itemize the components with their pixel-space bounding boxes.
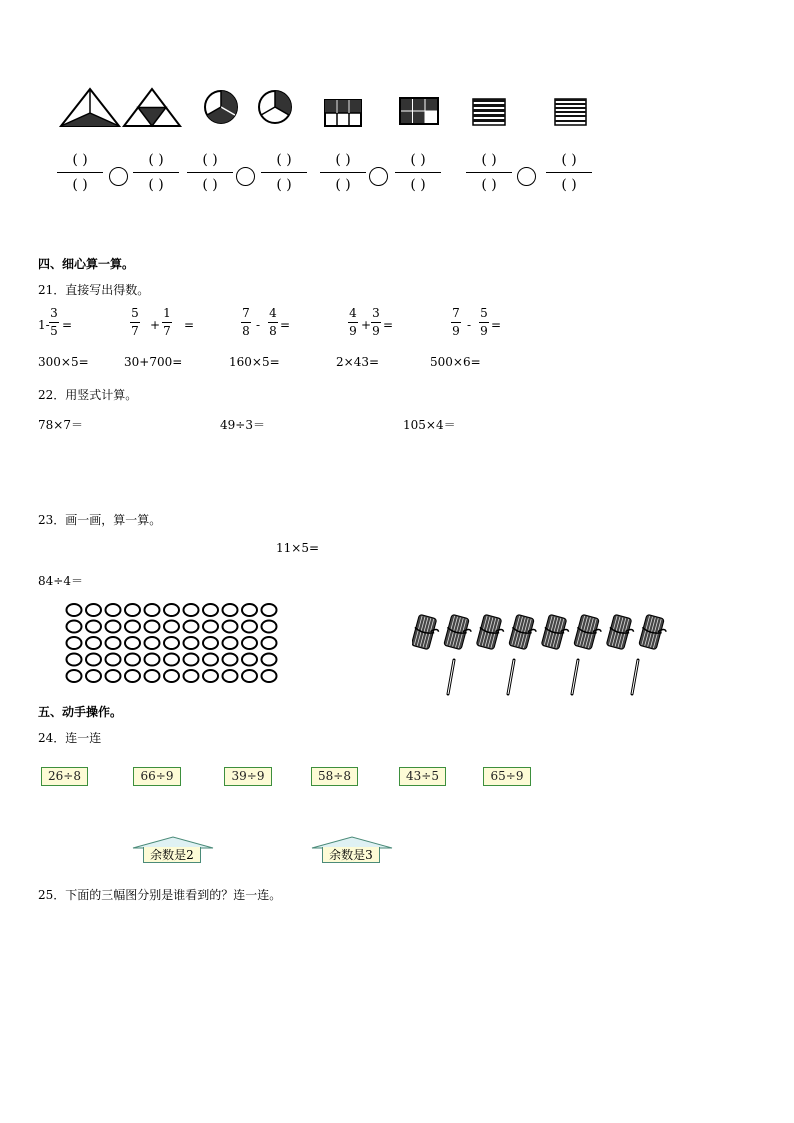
remainder-house-2[interactable] [131, 836, 215, 864]
blank-fraction-2[interactable]: ( ) ( ) [133, 152, 179, 194]
triangle-shape-2 [124, 89, 180, 126]
fraction-7-8: 7 8 [242, 306, 250, 338]
oval-mark [67, 654, 82, 666]
stick-bundle-icon [443, 614, 474, 651]
oval-mark [242, 670, 257, 682]
q25-title: 25．下面的三幅图分别是谁看到的？连一连。 [38, 888, 282, 902]
stick-bundle-icon [605, 614, 636, 651]
division-card[interactable]: 65÷9 [483, 767, 531, 786]
oval-mark [164, 604, 179, 616]
q23-expr-b: 84÷4＝ [38, 574, 83, 588]
q22-expr: 49÷3＝ [220, 418, 265, 432]
oval-mark [86, 670, 101, 682]
q21-row2-expr: 160×5= [229, 355, 280, 369]
blank-fraction-3[interactable]: ( ) ( ) [187, 152, 233, 194]
oval-mark [242, 621, 257, 633]
stick-bundle-icon [412, 614, 442, 651]
oval-mark [262, 637, 277, 649]
fraction-3-9: 3 9 [372, 306, 380, 338]
oval-mark [67, 637, 82, 649]
q22-expr: 78×7＝ [38, 418, 83, 432]
q21-expr-1-prefix: 1- [38, 318, 50, 332]
section4-heading: 四、细心算一算。 [38, 257, 135, 271]
oval-mark [184, 670, 199, 682]
oval-mark [242, 637, 257, 649]
circle-shape-2 [259, 91, 291, 123]
grid-shape-1 [325, 100, 361, 126]
compare-circle-3[interactable] [369, 167, 388, 186]
stick-bundle-icon [540, 614, 571, 651]
section5-heading: 五、动手操作。 [38, 705, 123, 719]
division-card[interactable]: 58÷8 [311, 767, 358, 786]
oval-mark [262, 621, 277, 633]
oval-mark [86, 604, 101, 616]
blank-fraction-8[interactable]: ( ) ( ) [546, 152, 592, 194]
oval-mark [262, 654, 277, 666]
fraction-4-9: 4 9 [349, 306, 357, 338]
oval-mark [203, 670, 218, 682]
minus-sign: - [256, 318, 261, 332]
oval-mark [86, 654, 101, 666]
fraction-shapes [55, 84, 615, 134]
q21-row2-expr: 2×43= [336, 355, 380, 369]
oval-mark [106, 604, 121, 616]
stick-bundle-icon [508, 614, 539, 651]
striped-shape-1 [473, 99, 505, 125]
fraction-3-5: 3 5 [50, 306, 58, 338]
minus-sign: - [467, 318, 472, 332]
oval-mark [262, 670, 277, 682]
q21-expr-1-eq: = [62, 318, 73, 332]
circle-shape-1 [205, 91, 237, 123]
oval-mark [203, 604, 218, 616]
q21-row2-expr: 300×5= [38, 355, 89, 369]
oval-mark [125, 604, 140, 616]
oval-mark [86, 621, 101, 633]
oval-mark [223, 637, 238, 649]
q21-title: 21．直接写出得数。 [38, 283, 150, 297]
plus-sign: + [361, 318, 372, 332]
oval-mark [145, 670, 160, 682]
oval-mark [223, 604, 238, 616]
division-card[interactable]: 39÷9 [224, 767, 272, 786]
oval-mark [184, 604, 199, 616]
q23-title: 23．画一画，算一算。 [38, 513, 162, 527]
q22-expr: 105×4＝ [403, 418, 456, 432]
oval-mark [106, 637, 121, 649]
oval-mark [145, 604, 160, 616]
oval-mark [106, 621, 121, 633]
blank-fraction-5[interactable]: ( ) ( ) [320, 152, 366, 194]
fraction-5-7: 5 7 [131, 306, 139, 338]
oval-mark [223, 621, 238, 633]
oval-mark [145, 621, 160, 633]
oval-mark [164, 621, 179, 633]
division-card[interactable]: 43÷5 [399, 767, 446, 786]
oval-mark [106, 670, 121, 682]
triangle-shape-1 [61, 89, 119, 126]
plus-sign: + [150, 318, 161, 332]
blank-fraction-7[interactable]: ( ) ( ) [466, 152, 512, 194]
house-label: 余数是3 [322, 847, 380, 863]
q21-expr-4-eq: = [383, 318, 394, 332]
oval-mark [184, 637, 199, 649]
q24-title: 24．连一连 [38, 731, 102, 745]
oval-mark [125, 670, 140, 682]
q21-expr-2-eq: = [184, 318, 195, 332]
blank-fraction-1[interactable]: ( ) ( ) [57, 152, 103, 194]
oval-mark [86, 637, 101, 649]
stick-bundles [412, 610, 682, 700]
fraction-5-9: 5 9 [480, 306, 488, 338]
compare-circle-4[interactable] [517, 167, 536, 186]
q21-expr-3-eq: = [280, 318, 291, 332]
q23-expr-a: 11×5= [276, 541, 320, 555]
oval-mark [164, 637, 179, 649]
oval-mark [145, 654, 160, 666]
compare-circle-1[interactable] [109, 167, 128, 186]
striped-shape-2 [555, 99, 586, 125]
oval-mark [203, 654, 218, 666]
fraction-7-9: 7 9 [452, 306, 460, 338]
stick-bundle-icon [573, 614, 604, 651]
remainder-house-3[interactable] [310, 836, 394, 864]
oval-mark [67, 621, 82, 633]
q21-row2-expr: 30+700= [124, 355, 183, 369]
oval-mark [184, 654, 199, 666]
division-card[interactable]: 66÷9 [133, 767, 181, 786]
blank-fraction-4[interactable]: ( ) ( ) [261, 152, 307, 194]
blank-fraction-6[interactable]: ( ) ( ) [395, 152, 441, 194]
q21-expr-5-eq: = [491, 318, 502, 332]
oval-mark [203, 637, 218, 649]
fraction-4-8: 4 8 [269, 306, 277, 338]
oval-mark [223, 670, 238, 682]
oval-mark [125, 654, 140, 666]
q22-title: 22．用竖式计算。 [38, 388, 138, 402]
q21-row2-expr: 500×6= [430, 355, 481, 369]
oval-mark [106, 654, 121, 666]
division-card[interactable]: 26÷8 [41, 767, 88, 786]
fraction-1-7: 1 7 [163, 306, 171, 338]
oval-mark [203, 621, 218, 633]
oval-mark [164, 654, 179, 666]
oval-mark [223, 654, 238, 666]
oval-mark [125, 637, 140, 649]
stick-bundle-icon [638, 614, 669, 651]
grid-shape-2 [400, 98, 438, 124]
oval-mark [67, 604, 82, 616]
oval-mark [262, 604, 277, 616]
oval-mark [125, 621, 140, 633]
compare-circle-2[interactable] [236, 167, 255, 186]
oval-mark [67, 670, 82, 682]
stick-bundle-icon [475, 614, 506, 651]
oval-mark [242, 654, 257, 666]
oval-mark [242, 604, 257, 616]
oval-mark [164, 670, 179, 682]
house-label: 余数是2 [143, 847, 201, 863]
oval-grid [62, 600, 282, 686]
oval-mark [184, 621, 199, 633]
oval-mark [145, 637, 160, 649]
